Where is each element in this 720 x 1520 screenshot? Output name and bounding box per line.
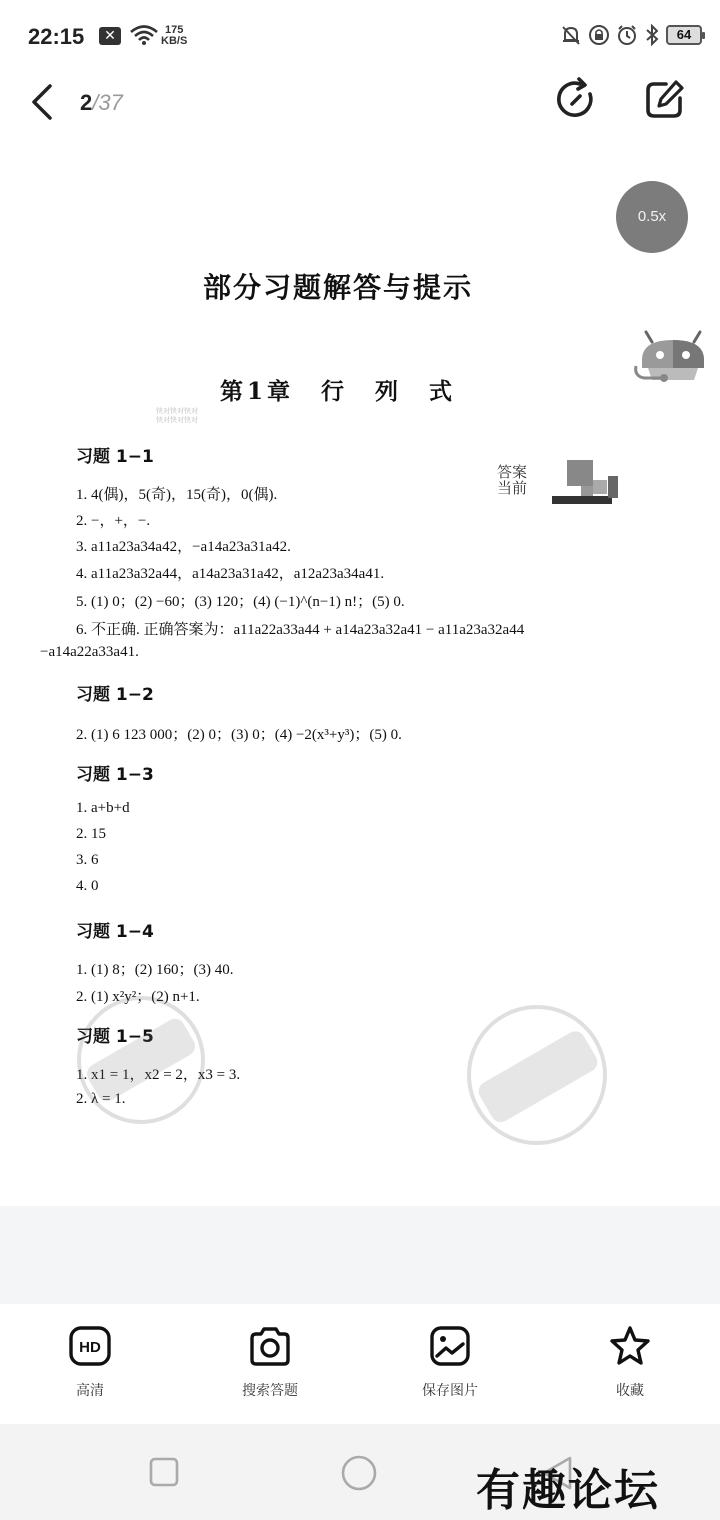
rotate-button[interactable]	[552, 76, 600, 124]
status-icons	[560, 24, 702, 46]
answer-line: 1. 4(偶)，5(奇)，15(奇)，0(偶).	[76, 487, 278, 503]
save-image-label: 保存图片	[422, 1383, 478, 1399]
search-answer-button[interactable]	[210, 1324, 330, 1400]
camera-icon	[248, 1324, 292, 1368]
answer-line: 1. x1 = 1，x2 = 2，x3 = 3.	[76, 1067, 241, 1083]
answer-line: 5. (1) 0；(2) −60；(3) 120；(4) (−1)^(n−1) n!；(5) 0.	[76, 594, 405, 610]
chevron-left-icon	[26, 80, 62, 124]
notification-x-icon: ✕	[99, 27, 121, 45]
page-total: /37	[92, 90, 123, 115]
answer-line: 6. 不正确. 正确答案为：a11a22a33a44 + a14a23a32a41 − a11a23a32a44	[76, 622, 525, 638]
save-image-button[interactable]	[390, 1324, 510, 1400]
network-speed	[161, 25, 187, 47]
chapter-title: 第1章 行 列 式	[219, 378, 456, 405]
qr-code-icon	[552, 458, 622, 506]
answer-line: 3. a11a23a34a42，−a14a23a31a42.	[76, 539, 291, 555]
top-nav	[0, 72, 720, 136]
lock-rotation-icon	[588, 24, 610, 46]
wifi-icon	[129, 24, 159, 46]
seal-watermark-icon	[462, 1000, 612, 1150]
recent-apps-icon[interactable]	[148, 1456, 180, 1488]
answer-line: 2. λ = 1.	[76, 1091, 126, 1107]
small-watermark: 快对快对快对 快对快对快对	[156, 407, 198, 424]
network-speed-unit: KB/S	[161, 35, 188, 47]
battery-icon	[666, 25, 702, 45]
hd-icon	[68, 1324, 112, 1368]
answer-line: 2. −，+，−.	[76, 513, 151, 529]
page-counter	[80, 90, 123, 116]
home-icon[interactable]	[340, 1454, 378, 1492]
alarm-icon	[616, 24, 638, 46]
hd-label: 高清	[76, 1383, 104, 1399]
section-heading: 习题 1−1	[76, 447, 154, 467]
favorite-label: 收藏	[616, 1383, 644, 1399]
network-speed-value: 175	[164, 24, 184, 36]
battery-level: 64	[676, 27, 692, 42]
search-answer-label: 搜索答题	[242, 1383, 298, 1399]
section-heading: 习题 1−4	[76, 922, 154, 942]
stamp-text: 答案 当前	[497, 463, 528, 497]
hd-button[interactable]	[30, 1324, 150, 1400]
playback-speed-button[interactable]: 0.5x	[616, 181, 688, 253]
page-current: 2	[80, 90, 93, 115]
star-icon	[608, 1324, 652, 1368]
forum-watermark: 有趣论坛	[476, 1465, 660, 1516]
answer-line: −a14a22a33a41.	[40, 644, 139, 660]
save-image-icon	[428, 1324, 472, 1368]
section-heading: 习题 1−3	[76, 765, 154, 785]
answer-line: 1. (1) 8；(2) 160；(3) 40.	[76, 962, 234, 978]
status-bar	[0, 0, 720, 72]
svg-text:HD: HD	[79, 1339, 101, 1356]
section-heading: 习题 1−5	[76, 1027, 154, 1047]
document-title: 部分习题解答与提示	[202, 271, 473, 304]
back-button[interactable]	[26, 80, 62, 124]
section-heading: 习题 1−2	[76, 685, 154, 705]
answer-line: 4. a11a23a32a44，a14a23a31a42，a12a23a34a41.	[76, 566, 385, 582]
answer-line: 2. 15	[76, 826, 106, 842]
seal-watermark-icon	[66, 990, 216, 1130]
content-footer-area	[0, 1206, 720, 1304]
answer-line: 4. 0	[76, 878, 99, 894]
edit-button[interactable]	[640, 76, 688, 124]
favorite-button[interactable]	[570, 1324, 690, 1400]
mute-bell-icon	[560, 24, 582, 46]
answer-line: 1. a+b+d	[76, 800, 130, 816]
bottom-toolbar	[0, 1304, 720, 1424]
status-time: 22:15	[28, 24, 85, 49]
answer-line: 2. (1) 6 123 000；(2) 0；(3) 0；(4) −2(x³+y³)；(5) 0.	[76, 727, 402, 743]
answer-line: 3. 6	[76, 852, 99, 868]
bluetooth-icon	[644, 24, 660, 46]
rotate-icon	[552, 76, 600, 124]
answer-line: 2. (1) x²y²；(2) n+1.	[76, 989, 200, 1005]
edit-icon	[640, 76, 688, 124]
